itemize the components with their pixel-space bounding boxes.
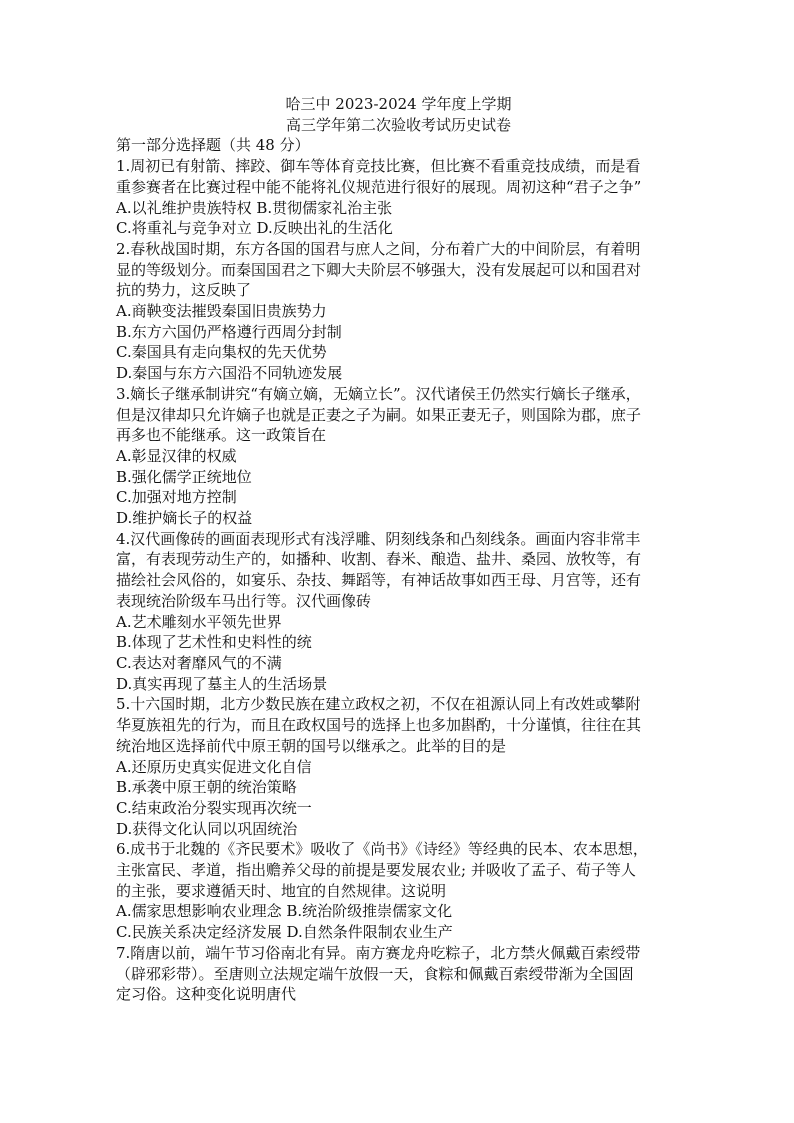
- question-3: [116, 384, 681, 529]
- option-c: C.加强对地方控制: [116, 488, 237, 507]
- option-b: B.东方六国仍严格遵行西周分封制: [116, 322, 342, 341]
- question-stem-line: 主张富民、孝道，指出赡养父母的前提是要发展农业; 并吸收了孟子、荀子等人: [116, 861, 636, 880]
- option-b: B.强化儒学正统地位: [116, 467, 252, 486]
- option-a: A.还原历史真实促进文化自信: [116, 757, 312, 776]
- question-stem-line: 抗的势力，这反映了: [116, 281, 252, 300]
- option-line: C.民族关系决定经济发展 D.自然条件限制农业生产: [116, 923, 453, 942]
- question-stem-line: 描绘社会风俗的，如宴乐、杂技、舞蹈等，有神话故事如西王母、月宫等，还有: [116, 571, 642, 590]
- exam-title-school: 哈三中 2023-2024 学年度上学期: [285, 95, 512, 113]
- question-stem-line: 6.成书于北魏的《齐民要术》吸收了《尚书》《诗经》等经典的民本、农本思想，: [116, 840, 648, 859]
- question-stem-line: 富，有表现劳动生产的，如播种、收割、舂米、酿造、盐井、桑园、放牧等，有: [116, 550, 642, 569]
- question-stem-line: 5.十六国时期，北方少数民族在建立政权之初，不仅在祖源认同上有改姓或攀附: [116, 695, 641, 714]
- question-stem-line: 的主张，要求遵循天时、地宜的自然规律。这说明: [116, 881, 447, 900]
- option-line: A.儒家思想影响农业理念 B.统治阶级推崇儒家文化: [116, 902, 453, 921]
- question-stem-line: 再多也不能继承。这一政策旨在: [116, 426, 327, 445]
- question-stem-line: 3.嫡长子继承制讲究“有嫡立嫡，无嫡立长”。汉代诸侯王仍然实行嫡长子继承，: [116, 384, 641, 403]
- question-stem-line: 华夏族祖先的行为，而且在政权国号的选择上也多加斟酌，十分谨慎，往往在其: [116, 716, 642, 735]
- option-line: A.以礼维护贵族特权 B.贯彻儒家礼治主张: [116, 198, 393, 217]
- question-stem-line: 定习俗。这种变化说明唐代: [116, 985, 297, 1004]
- section-heading: 第一部分选择题（共 48 分）: [116, 136, 310, 155]
- option-a: A.彰显汉律的权威: [116, 446, 237, 465]
- option-b: B.体现了艺术性和史料性的统: [116, 633, 312, 652]
- question-stem-line: （辟邪彩带）。至唐则立法规定端午放假一天，食粽和佩戴百索绶带渐为全国固: [116, 964, 634, 983]
- question-7: [116, 943, 681, 1005]
- exam-title-subject: 高三学年第二次验收考试历史试卷: [285, 115, 511, 134]
- question-stem-line: 重参赛者在比赛过程中能不能将礼仪规范进行很好的展现。周初这种“君子之争”: [116, 177, 642, 196]
- option-d: D.维护嫡长子的权益: [116, 509, 253, 528]
- option-a: A.艺术雕刻水平领先世界: [116, 612, 282, 631]
- option-a: A.商鞅变法摧毁秦国旧贵族势力: [116, 302, 327, 321]
- exam-page: [116, 94, 681, 1005]
- option-d: D.秦国与东方六国沿不同轨迹发展: [116, 364, 343, 383]
- question-stem-line: 但是汉律却只允许嫡子也就是正妻之子为嗣。如果正妻无子，则国除为郡，庶子: [116, 405, 642, 424]
- question-1: [116, 156, 681, 239]
- question-stem-line: 1.周初已有射箭、摔跤、御车等体育竞技比赛，但比赛不看重竞技成绩，而是看: [116, 157, 641, 176]
- question-6: [116, 839, 681, 943]
- question-stem-line: 7.隋唐以前，端午节习俗南北有异。南方赛龙舟吃粽子，北方禁火佩戴百索绶带: [116, 943, 641, 962]
- option-line: C.将重礼与竞争对立 D.反映出礼的生活化: [116, 219, 393, 238]
- question-stem-line: 4.汉代画像砖的画面表现形式有浅浮雕、阴刻线条和凸刻线条。画面内容非常丰: [116, 529, 641, 548]
- question-stem-line: 统治地区选择前代中原王朝的国号以继承之。此举的目的是: [116, 736, 507, 755]
- option-d: D.获得文化认同以巩固统治: [116, 819, 298, 838]
- option-d: D.真实再现了墓主人的生活场景: [116, 674, 328, 693]
- option-c: C.结束政治分裂实现再次统一: [116, 798, 312, 817]
- question-4: [116, 529, 681, 695]
- question-stem-line: 表现统治阶级车马出行等。汉代画像砖: [116, 591, 372, 610]
- question-stem-line: 显的等级划分。而秦国国君之下卿大夫阶层不够强大，没有发展起可以和国君对: [116, 260, 642, 279]
- option-c: C.秦国具有走向集权的先天优势: [116, 343, 327, 362]
- option-b: B.承袭中原王朝的统治策略: [116, 778, 297, 797]
- question-5: [116, 694, 681, 839]
- question-2: [116, 239, 681, 384]
- option-c: C.表达对奢靡风气的不满: [116, 653, 282, 672]
- question-stem-line: 2.春秋战国时期，东方各国的国君与庶人之间，分布着广大的中间阶层，有着明: [116, 239, 641, 258]
